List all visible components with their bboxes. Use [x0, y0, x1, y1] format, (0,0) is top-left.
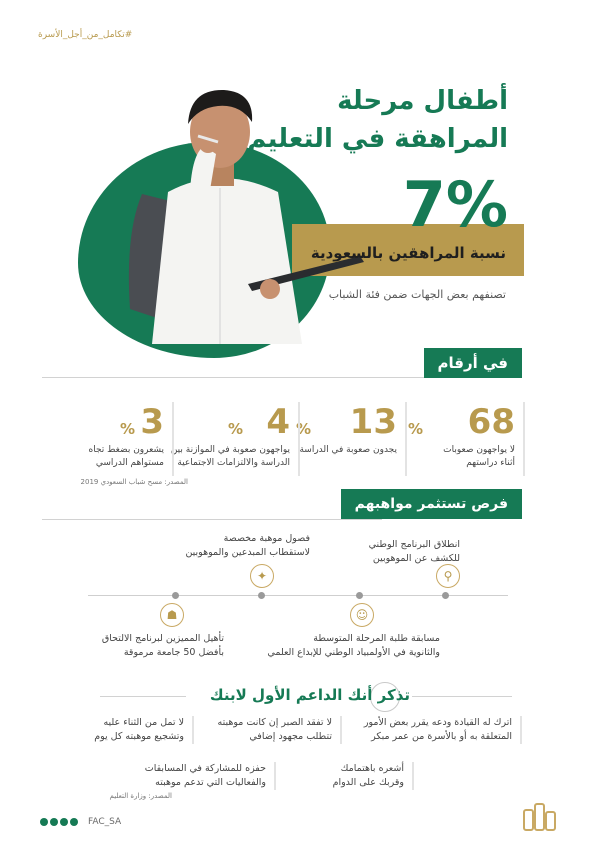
talent-item: فصول موهبة مخصصة لاستقطاب المبدعين والموهوبين: [185, 533, 310, 558]
reminder-source: المصدر: وزارة التعليم: [109, 792, 172, 800]
stat-unit: %: [296, 420, 312, 438]
talents-heading: فرص تستثمر مواهبهم: [341, 489, 522, 519]
timeline-dot: [258, 592, 265, 599]
youtube-icon[interactable]: [70, 818, 78, 826]
stat-text: يشعرون بضغط تجاه مستواهم الدراسي: [88, 445, 164, 468]
stat-item: [408, 402, 525, 476]
talent-item: انطلاق البرنامج الوطني للكشف عن الموهوبين: [368, 539, 460, 564]
talent-item: تأهيل المميزين لبرنامج الالتحاق بأفضل 50 جامعة مرموقة: [101, 633, 224, 658]
hero-big-percent: 7%: [402, 168, 508, 241]
hashtag: #تكامل_من_أجل_الأسرة: [38, 30, 133, 40]
reminder-item: لا تمل من الثناء عليه وتشجيع موهبته كل يوم: [94, 716, 194, 744]
stat-text: يواجهون صعوبة في الموازنة بين الدراسة والالتزامات الاجتماعية: [170, 445, 290, 468]
stat-unit: %: [120, 420, 136, 438]
social-handle[interactable]: FAC_SA: [88, 817, 122, 827]
stat-value: 3: [140, 402, 164, 442]
reminder-item: لا تفقد الصبر إن كانت موهبته تتطلب مجهود إضافي: [218, 716, 342, 744]
instagram-icon[interactable]: [50, 818, 58, 826]
reminder-heading: تذكر أنك الداعم الأول لابنك: [209, 686, 410, 704]
stat-item: [72, 402, 174, 476]
classroom-icon: ✦: [250, 564, 274, 588]
stat-item: [290, 402, 407, 476]
reminder-divider-right: [412, 696, 512, 697]
twitter-icon[interactable]: [40, 818, 48, 826]
timeline-dot: [442, 592, 449, 599]
numbers-source: المصدر: مسح شباب السعودي 2019: [80, 478, 188, 486]
reminder-divider-left: [100, 696, 186, 697]
stat-text: يجدون صعوبة في الدراسة: [299, 445, 397, 455]
talent-item: مسابقة طلبة المرحلة المتوسطة والثانوية في الأولمبياد الوطني للإبداع العلمي: [267, 633, 440, 658]
stat-value: 4: [266, 402, 290, 442]
stat-unit: %: [228, 420, 244, 438]
reminder-item: أشعره باهتمامك وقربك على الدوام: [333, 762, 414, 790]
stat-text: لا يواجهون صعوبات أثناء دراستهم: [443, 445, 515, 468]
timeline-dot: [172, 592, 179, 599]
graduation-icon: ☗: [160, 603, 184, 627]
stat-item: [170, 402, 300, 476]
stat-value: 68: [467, 402, 515, 442]
hero-title-line2: المراهقة في التعليم: [247, 124, 508, 154]
student-illustration: [120, 84, 370, 344]
stat-unit: %: [408, 420, 424, 438]
facebook-icon[interactable]: [60, 818, 68, 826]
magnifier-icon: ⚲: [436, 564, 460, 588]
hero-percent-label: نسبة المراهقين بالسعودية: [310, 244, 506, 262]
timeline-dot: [356, 592, 363, 599]
talents-divider: [42, 519, 382, 520]
numbers-heading: في أرقام: [424, 348, 522, 378]
reminder-item: حفزه للمشاركة في المسابقات والفعاليات التي تدعم موهبته: [145, 762, 276, 790]
students-icon: ☺: [350, 603, 374, 627]
hero-title-line1: أطفال مرحلة: [337, 86, 508, 116]
numbers-divider: [42, 377, 462, 378]
reminder-item: اترك له القيادة ودعه يقرر بعض الأمور المتعلقة به أو بالأسرة من عمر مبكر: [364, 716, 522, 744]
stat-value: 13: [349, 402, 397, 442]
family-council-logo: [520, 800, 562, 836]
hero-percent-subtext: تصنفهم بعض الجهات ضمن فئة الشباب: [328, 288, 506, 301]
